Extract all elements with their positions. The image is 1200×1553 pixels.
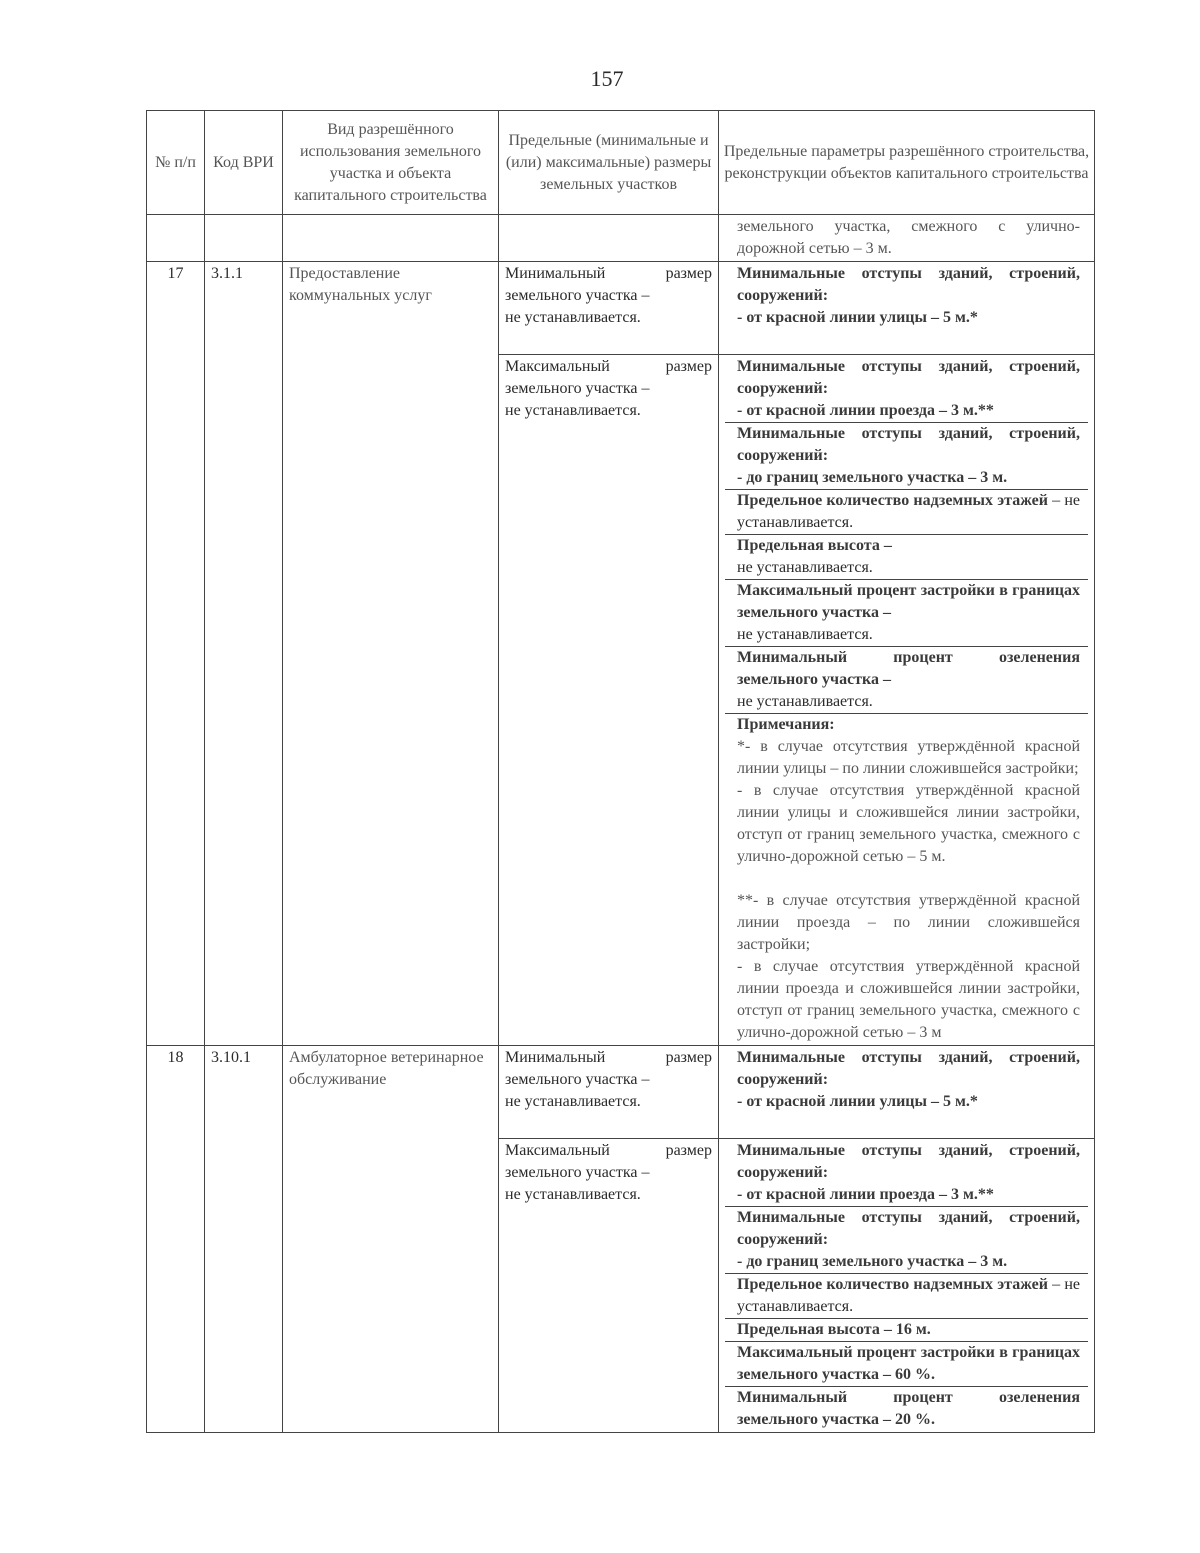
table-row (147, 262, 1095, 355)
min-size-cell (499, 1046, 719, 1139)
max-size-label: Максимальный размер земельного участка – (505, 1142, 712, 1181)
table-header-row (147, 111, 1095, 215)
regulations-table (146, 110, 1095, 1433)
row-code: 3.1.1 (205, 262, 283, 1046)
note-4: - в случае отсутствия утверждённой красной линии проезда и сложившейся линии застройки, отступ от границ земельного участка, смежного с улично-дорожной сетью – 3 м (737, 958, 1080, 1041)
max-size-value: не устанавливается. (505, 1186, 641, 1203)
header-code: Код ВРИ (205, 111, 283, 215)
row-vri: Амбулаторное ветеринарное обслуживание (283, 1046, 499, 1433)
min-size-label: Минимальный размер земельного участка – (505, 1049, 712, 1088)
header-size: Предельные (минимальные и (или) максимальные) размеры земельных участков (499, 111, 719, 215)
param-setback-passage: Минимальные отступы зданий, строений, сооружений: - от красной линии проезда – 3 м.** (725, 356, 1088, 423)
param-setback-passage: Минимальные отступы зданий, строений, сооружений: - от красной линии проезда – 3 м.** (725, 1140, 1088, 1207)
header-params: Предельные параметры разрешённого строительства, реконструкции объектов капитального строительства (719, 111, 1095, 215)
header-vri: Вид разрешённого использования земельного участка и объекта капитального строительства (283, 111, 499, 215)
notes-block (725, 714, 1088, 1044)
table-row (147, 1046, 1095, 1139)
notes-title: Примечания: (737, 716, 835, 733)
max-size-cell (499, 355, 719, 1046)
param-min-green: Минимальный процент озеленения земельного участка – не устанавливается. (725, 647, 1088, 714)
param-height: Предельная высота – не устанавливается. (725, 535, 1088, 580)
max-size-label: Максимальный размер земельного участка – (505, 358, 712, 397)
param-height: Предельная высота – 16 м. (725, 1319, 1088, 1342)
param-setback-street: Минимальные отступы зданий, строений, сооружений: - от красной линии улицы – 5 м.* (737, 265, 1080, 326)
min-size-cell (499, 262, 719, 355)
note-2: - в случае отсутствия утверждённой красной линии улицы и сложившейся линии застройки, отступ от границ земельного участка, смежного с улично-дорожной сетью – 5 м. (737, 782, 1080, 865)
param-setback-boundary: Минимальные отступы зданий, строений, сооружений: - до границ земельного участка – 3 м. (725, 1207, 1088, 1274)
min-size-value: не устанавливается. (505, 1093, 641, 1110)
continuation-row (147, 215, 1095, 262)
param-setback-boundary: Минимальные отступы зданий, строений, сооружений: - до границ земельного участка – 3 м. (725, 423, 1088, 490)
param-max-build: Максимальный процент застройки в границах земельного участка – не устанавливается. (725, 580, 1088, 647)
page-number: 157 (590, 66, 624, 91)
param-floors: Предельное количество надземных этажей – не устанавливается. (725, 490, 1088, 535)
min-size-value: не устанавливается. (505, 309, 641, 326)
row-code: 3.10.1 (205, 1046, 283, 1433)
note-1: *- в случае отсутствия утверждённой красной линии улицы – по линии сложившейся застройки; (737, 738, 1080, 777)
header-num: № п/п (147, 111, 205, 215)
max-size-cell (499, 1139, 719, 1433)
min-size-label: Минимальный размер земельного участка – (505, 265, 712, 304)
param-floors: Предельное количество надземных этажей – не устанавливается. (725, 1274, 1088, 1319)
row-vri: Предоставление коммунальных услуг (283, 262, 499, 1046)
row-num: 18 (147, 1046, 205, 1433)
param-max-build: Максимальный процент застройки в границах земельного участка – 60 %. (725, 1342, 1088, 1387)
max-size-value: не устанавливается. (505, 402, 641, 419)
row-num: 17 (147, 262, 205, 1046)
param-setback-street: Минимальные отступы зданий, строений, сооружений: - от красной линии улицы – 5 м.* (737, 1049, 1080, 1110)
continuation-text: земельного участка, смежного с улично-дорожной сетью – 3 м. (737, 218, 1080, 257)
param-min-green: Минимальный процент озеленения земельного участка – 20 %. (737, 1389, 1080, 1428)
note-3: **- в случае отсутствия утверждённой красной линии проезда – по линии сложившейся застройки; (737, 892, 1080, 953)
